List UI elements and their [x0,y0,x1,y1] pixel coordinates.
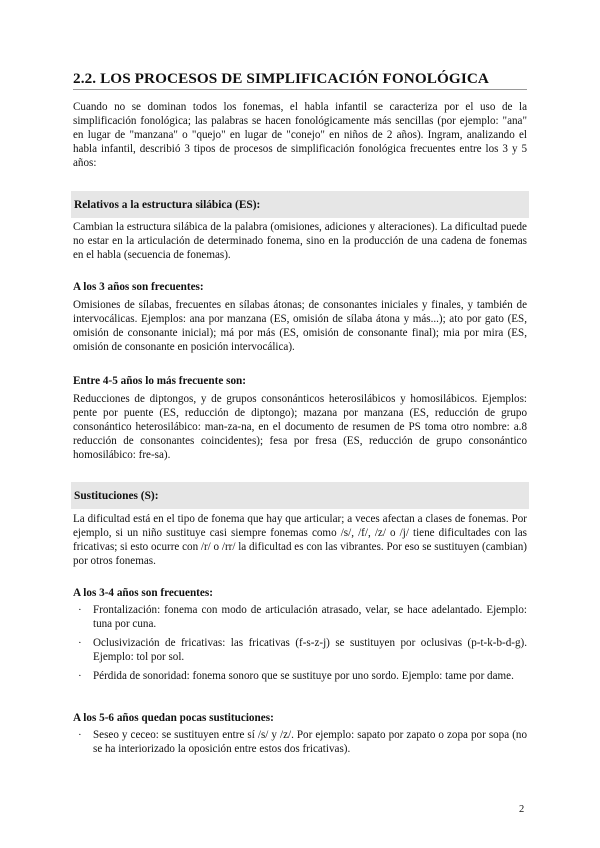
list-item [73,728,527,756]
bullet-icon: · [78,604,82,616]
section-header-s [71,482,529,509]
list-item-text: Seseo y ceceo: se sustituyen entre sí /s/ y /z/. Por ejemplo: sapato por zapato o zopa por sopa (no se ha interiorizado la oposición entre estos dos fricativas). [93,729,527,755]
section-es-paragraph: Cambian la estructura silábica de la palabra (omisiones, adiciones y alteraciones). La dificultad puede no estar en la articulación de determinado fonema, sino en la producción de una cadena de fonemas en el habla (secuencia de fonemas). [73,221,527,261]
subheading-5-6-years: A los 5-6 años quedan pocas sustituciones: [73,712,274,724]
subheading-3-years: A los 3 años son frecuentes: [73,281,204,293]
list-item [73,603,527,631]
bullet-icon: · [78,670,82,682]
list-item [73,636,527,664]
paragraph-3-years: Omisiones de sílabas, frecuentes en sílabas átonas; de consonantes iniciales y finales, y también de intervocálicas. Ejemplos: ana por manzana (ES, omisión de sílaba átona y más...); ato por gato (ES, omisión de consonante inicial); má por más (ES, omisión de consonante final); mia por mira (ES, omisión de consonante en posición intervocálica). [73,299,527,353]
page-number: 2 [519,804,525,815]
bullet-icon: · [78,729,82,741]
bullet-list-3-4-years [73,603,527,688]
list-item-text: Oclusivización de fricativas: las fricativas (f-s-z-j) se sustituyen por oclusivas (p-t-k-b-d-g). Ejemplo: tol por sol. [93,637,527,663]
list-item-text: Pérdida de sonoridad: fonema sonoro que se sustituye por uno sordo. Ejemplo: tame por dame. [93,670,514,682]
section-label-es: Relativos a la estructura silábica (ES): [74,199,261,211]
paragraph-4-5-years: Reducciones de diptongos, y de grupos consonánticos heterosilábicos y homosilábicos. Ejemplos: pente por puente (ES, reducción de diptongo); mazana por manzana (ES, reducción de grupo consonántico heterosilábico: man-za-na, en el documento de resumen de PS toma otro nombre: a.8 reducción de consonantes coincidentes); fesa por fresa (ES, reducción de grupo consonántico homosilábico: fre-sa). [73,393,527,461]
bullet-icon: · [78,637,82,649]
subheading-3-4-years: A los 3-4 años son frecuentes: [73,587,213,599]
section-label-s: Sustituciones (S): [74,490,159,502]
intro-paragraph: Cuando no se dominan todos los fonemas, el habla infantil se caracteriza por el uso de la simplificación fonológica; las palabras se hacen fonológicamente más sencillas (por ejemplo: "ana" en lugar de "manzana" o "quejo" en lugar de "conejo" en niños de 2 años). Ingram, analizando el habla infantil, describió 3 tipos de procesos de simplificación fonológica frecuentes entre los 3 y 5 años: [73,101,527,169]
list-item-text: Frontalización: fonema con modo de articulación atrasado, velar, se hace adelantado. Ejemplo: tuna por cuna. [93,604,527,630]
subheading-4-5-years: Entre 4-5 años lo más frecuente son: [73,375,246,387]
section-s-paragraph: La dificultad está en el tipo de fonema que hay que articular; a veces afectan a clases de fonemas. Por ejemplo, si un niño sustituye casi siempre fonemas como /s/, /f/, /z/ o /j/ tiene dificultades con las fricativas; si esto ocurre con /r/ o /rr/ la dificultad es con las vibrantes. Por eso se sustituyen (cambian) por otros fonemas. [73,513,527,567]
section-header-es [71,191,529,218]
list-item [73,669,527,683]
bullet-list-5-6-years [73,728,527,761]
page-title: 2.2. LOS PROCESOS DE SIMPLIFICACIÓN FONOLÓGICA [73,72,527,90]
